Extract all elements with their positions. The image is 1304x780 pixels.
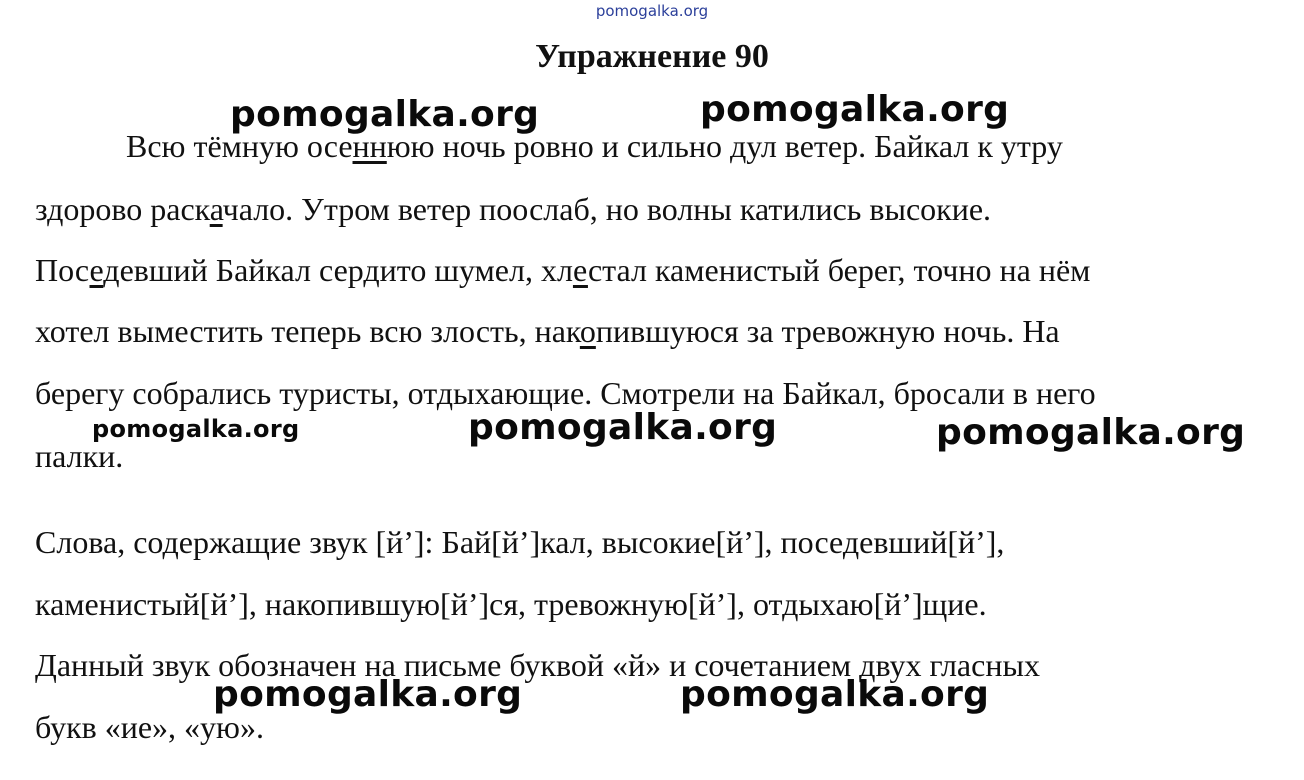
text-segment: пившуюся за тревожную ночь. На — [595, 313, 1060, 349]
underlined-letters: а — [209, 191, 223, 227]
answer-line-4: букв «ие», «ую». — [35, 709, 264, 745]
watermark: pomogalka.org — [213, 674, 523, 715]
text-segment: Пос — [35, 252, 90, 288]
text-segment: стал каменистый берег, точно на нём — [587, 252, 1091, 288]
watermark: pomogalka.org — [700, 89, 1010, 130]
text-segment: Всю тёмную осе — [126, 128, 353, 164]
text-segment: берегу собрались туристы, отдыхающие. Смотрели на Байкал, бросали в него — [35, 375, 1096, 411]
text-segment: здорово раск — [35, 191, 210, 227]
answer-line-2: каменистый[й’], накопившую[й’]ся, тревожную[й’], отдыхаю[й’]щие. — [35, 586, 987, 622]
top-watermark: pomogalka.org — [595, 2, 709, 20]
answer-line-1: Слова, содержащие звук [й’]: Бай[й’]кал, высокие[й’], поседевший[й’], — [35, 524, 1005, 560]
text-segment: юю ночь ровно и сильно дул ветер. Байкал к утру — [386, 128, 1063, 164]
text-segment: чало. Утром ветер поослаб, но волны катились высокие. — [222, 191, 992, 227]
text-line-3 — [35, 250, 1090, 290]
underlined-letters: е — [89, 252, 104, 288]
exercise-title: Упражнение 90 — [535, 38, 769, 75]
underlined-letters: о — [579, 313, 596, 349]
text-segment: хотел выместить теперь всю злость, нак — [35, 313, 580, 349]
underlined-letters: нн — [352, 128, 387, 164]
answer-line-3: Данный звук обозначен на письме буквой «й» и сочетанием двух гласных — [35, 647, 1040, 683]
text-line-4 — [35, 311, 1060, 351]
watermark: pomogalka.org — [92, 415, 300, 443]
text-segment: палки. — [35, 438, 124, 474]
underlined-letters: е — [572, 252, 588, 288]
watermark: pomogalka.org — [230, 94, 540, 135]
text-line-2 — [35, 189, 991, 229]
watermark: pomogalka.org — [468, 407, 778, 448]
watermark: pomogalka.org — [936, 412, 1246, 453]
watermark: pomogalka.org — [680, 674, 990, 715]
text-segment: девший Байкал сердито шумел, хл — [103, 252, 573, 288]
